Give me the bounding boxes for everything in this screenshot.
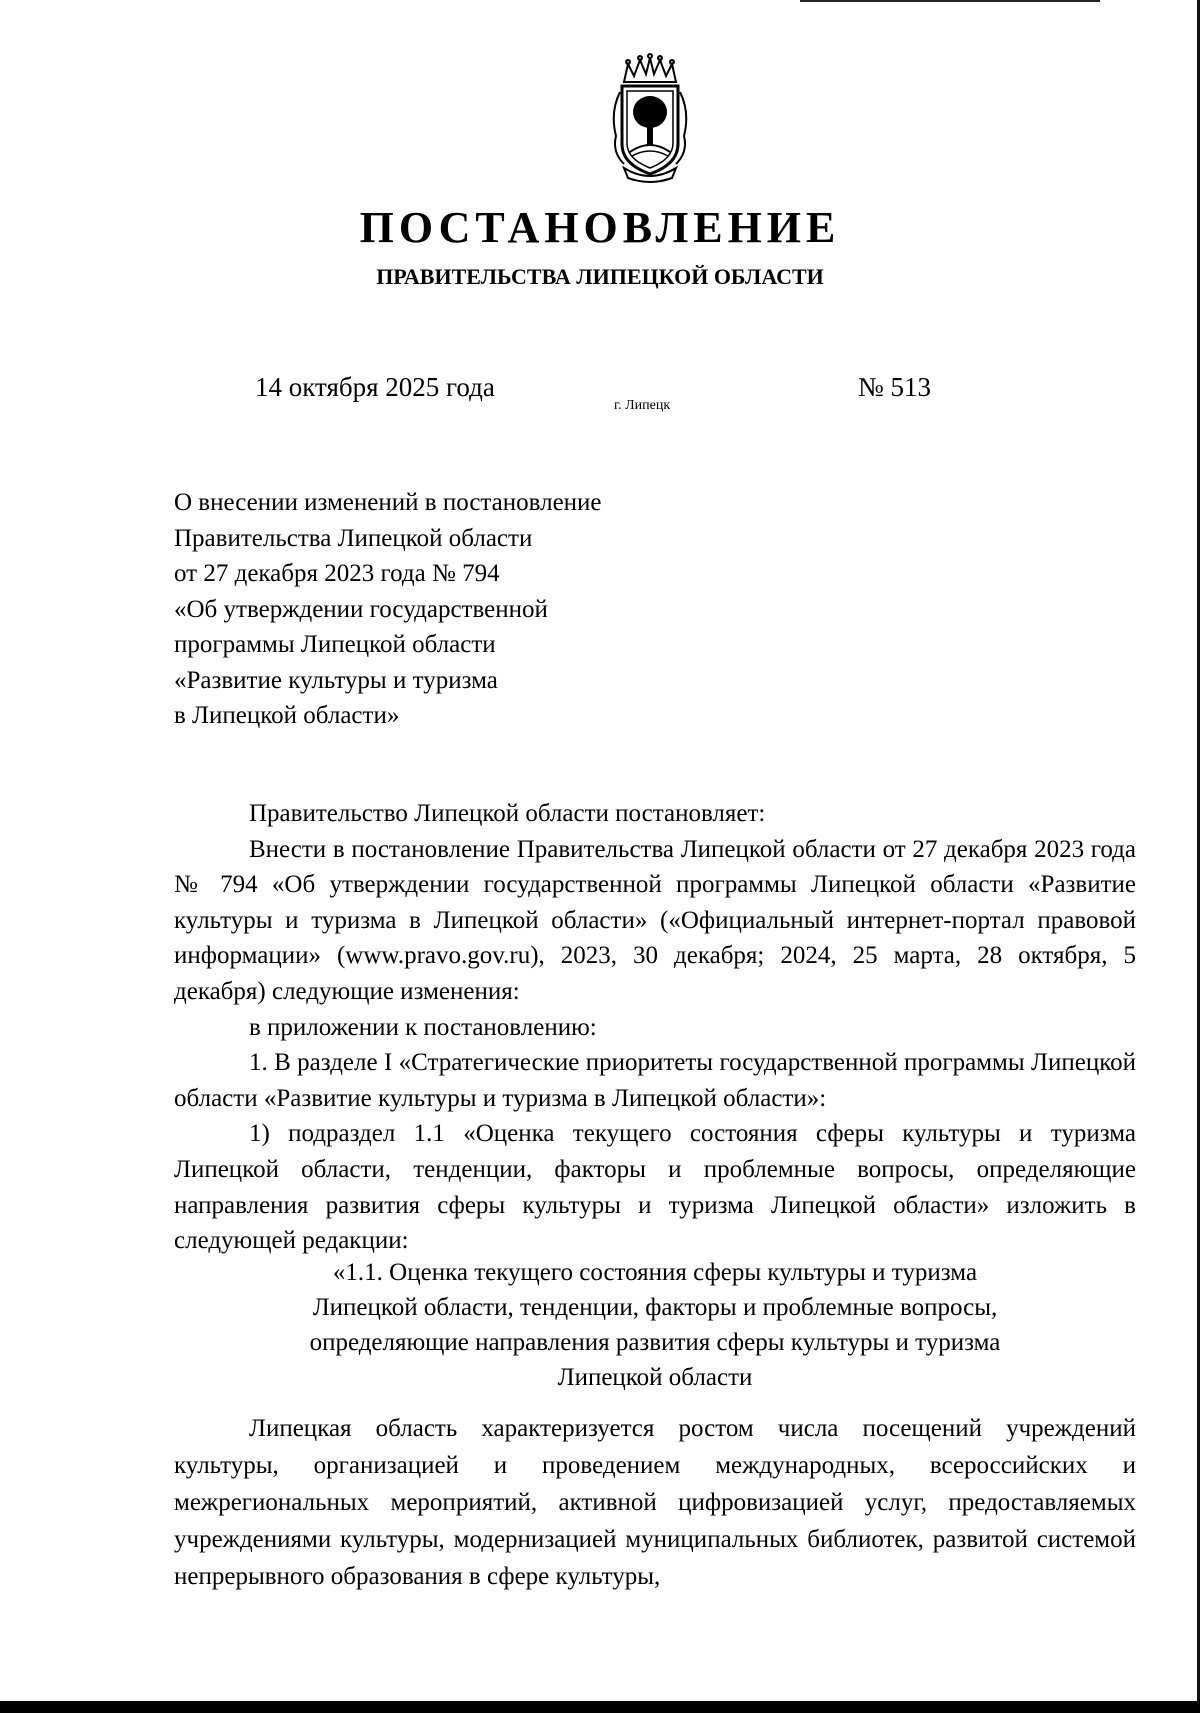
quoted-section-heading bbox=[174, 1255, 1136, 1395]
subject-line: О внесении изменений в постановление bbox=[174, 489, 602, 516]
scan-edge-bottom bbox=[0, 1701, 1200, 1713]
document-body bbox=[174, 796, 1136, 1259]
subject-line: «Об утверждении государственной bbox=[174, 595, 548, 623]
subject-line: программы Липецкой области bbox=[174, 631, 496, 658]
document-subject bbox=[174, 485, 774, 734]
body-paragraph: в приложении к постановлению: bbox=[249, 1013, 597, 1041]
subject-line: «Развитие культуры и туризма bbox=[174, 666, 498, 694]
body-paragraph: Внести в постановление Правительства Липецкой области от 27 декабря 2023 года № 794 «Об утверждении государственной программы Липецкой области «Развитие культуры и туризма в Липецкой области» («Официальный интернет-портал правовой информации» (www.pravo.gov.ru), 2023, 30 декабря; 2024, 25 марта, 28 октября, 5 декабря) следующие изменения: bbox=[174, 835, 1136, 1005]
body-paragraph: Правительство Липецкой области постановляет: bbox=[249, 800, 766, 827]
lipetsk-coat-of-arms-icon bbox=[602, 52, 698, 184]
document-number: № 513 bbox=[858, 372, 932, 402]
document-title: ПОСТАНОВЛЕНИЕ bbox=[359, 203, 841, 252]
quoted-heading-line: Липецкой области, тенденции, факторы и проблемные вопросы, bbox=[312, 1294, 998, 1321]
subject-line: от 27 декабря 2023 года № 794 bbox=[174, 560, 500, 587]
body-paragraph: 1) подраздел 1.1 «Оценка текущего состояния сферы культуры и туризма Липецкой области, тенденции, факторы и проблемные вопросы, определяющие направления развития сферы культуры и туризма Липецкой области» изложить в следующей редакции: bbox=[174, 1120, 1136, 1255]
document-date: 14 октября 2025 года bbox=[255, 372, 495, 402]
document-issuer: ПРАВИТЕЛЬСТВА ЛИПЕЦКОЙ ОБЛАСТИ bbox=[376, 264, 824, 289]
quoted-paragraph: Липецкая область характеризуется ростом числа посещений учреждений культуры, организацией и проведением международных, всероссийских и межрегиональных мероприятий, активной цифровизацией услуг, предоставляемых учреждениями культуры, модернизацией муниципальных библиотек, развитой системой непрерывного образования в сфере культуры, bbox=[174, 1415, 1136, 1590]
document-city: г. Липецк bbox=[614, 398, 671, 413]
subject-line: в Липецкой области» bbox=[174, 702, 400, 729]
quoted-section-body bbox=[174, 1410, 1136, 1595]
quoted-heading-line: Липецкой области bbox=[557, 1364, 753, 1391]
quoted-heading-line: определяющие направления развития сферы культуры и туризма bbox=[309, 1329, 1001, 1356]
body-paragraph: 1. В разделе I «Стратегические приоритеты государственной программы Липецкой области «Развитие культуры и туризма в Липецкой области»: bbox=[174, 1049, 1136, 1112]
subject-line: Правительства Липецкой области bbox=[174, 524, 533, 552]
scan-artifact-top bbox=[800, 0, 1100, 2]
quoted-heading-line: «1.1. Оценка текущего состояния сферы культуры и туризма bbox=[332, 1259, 978, 1286]
